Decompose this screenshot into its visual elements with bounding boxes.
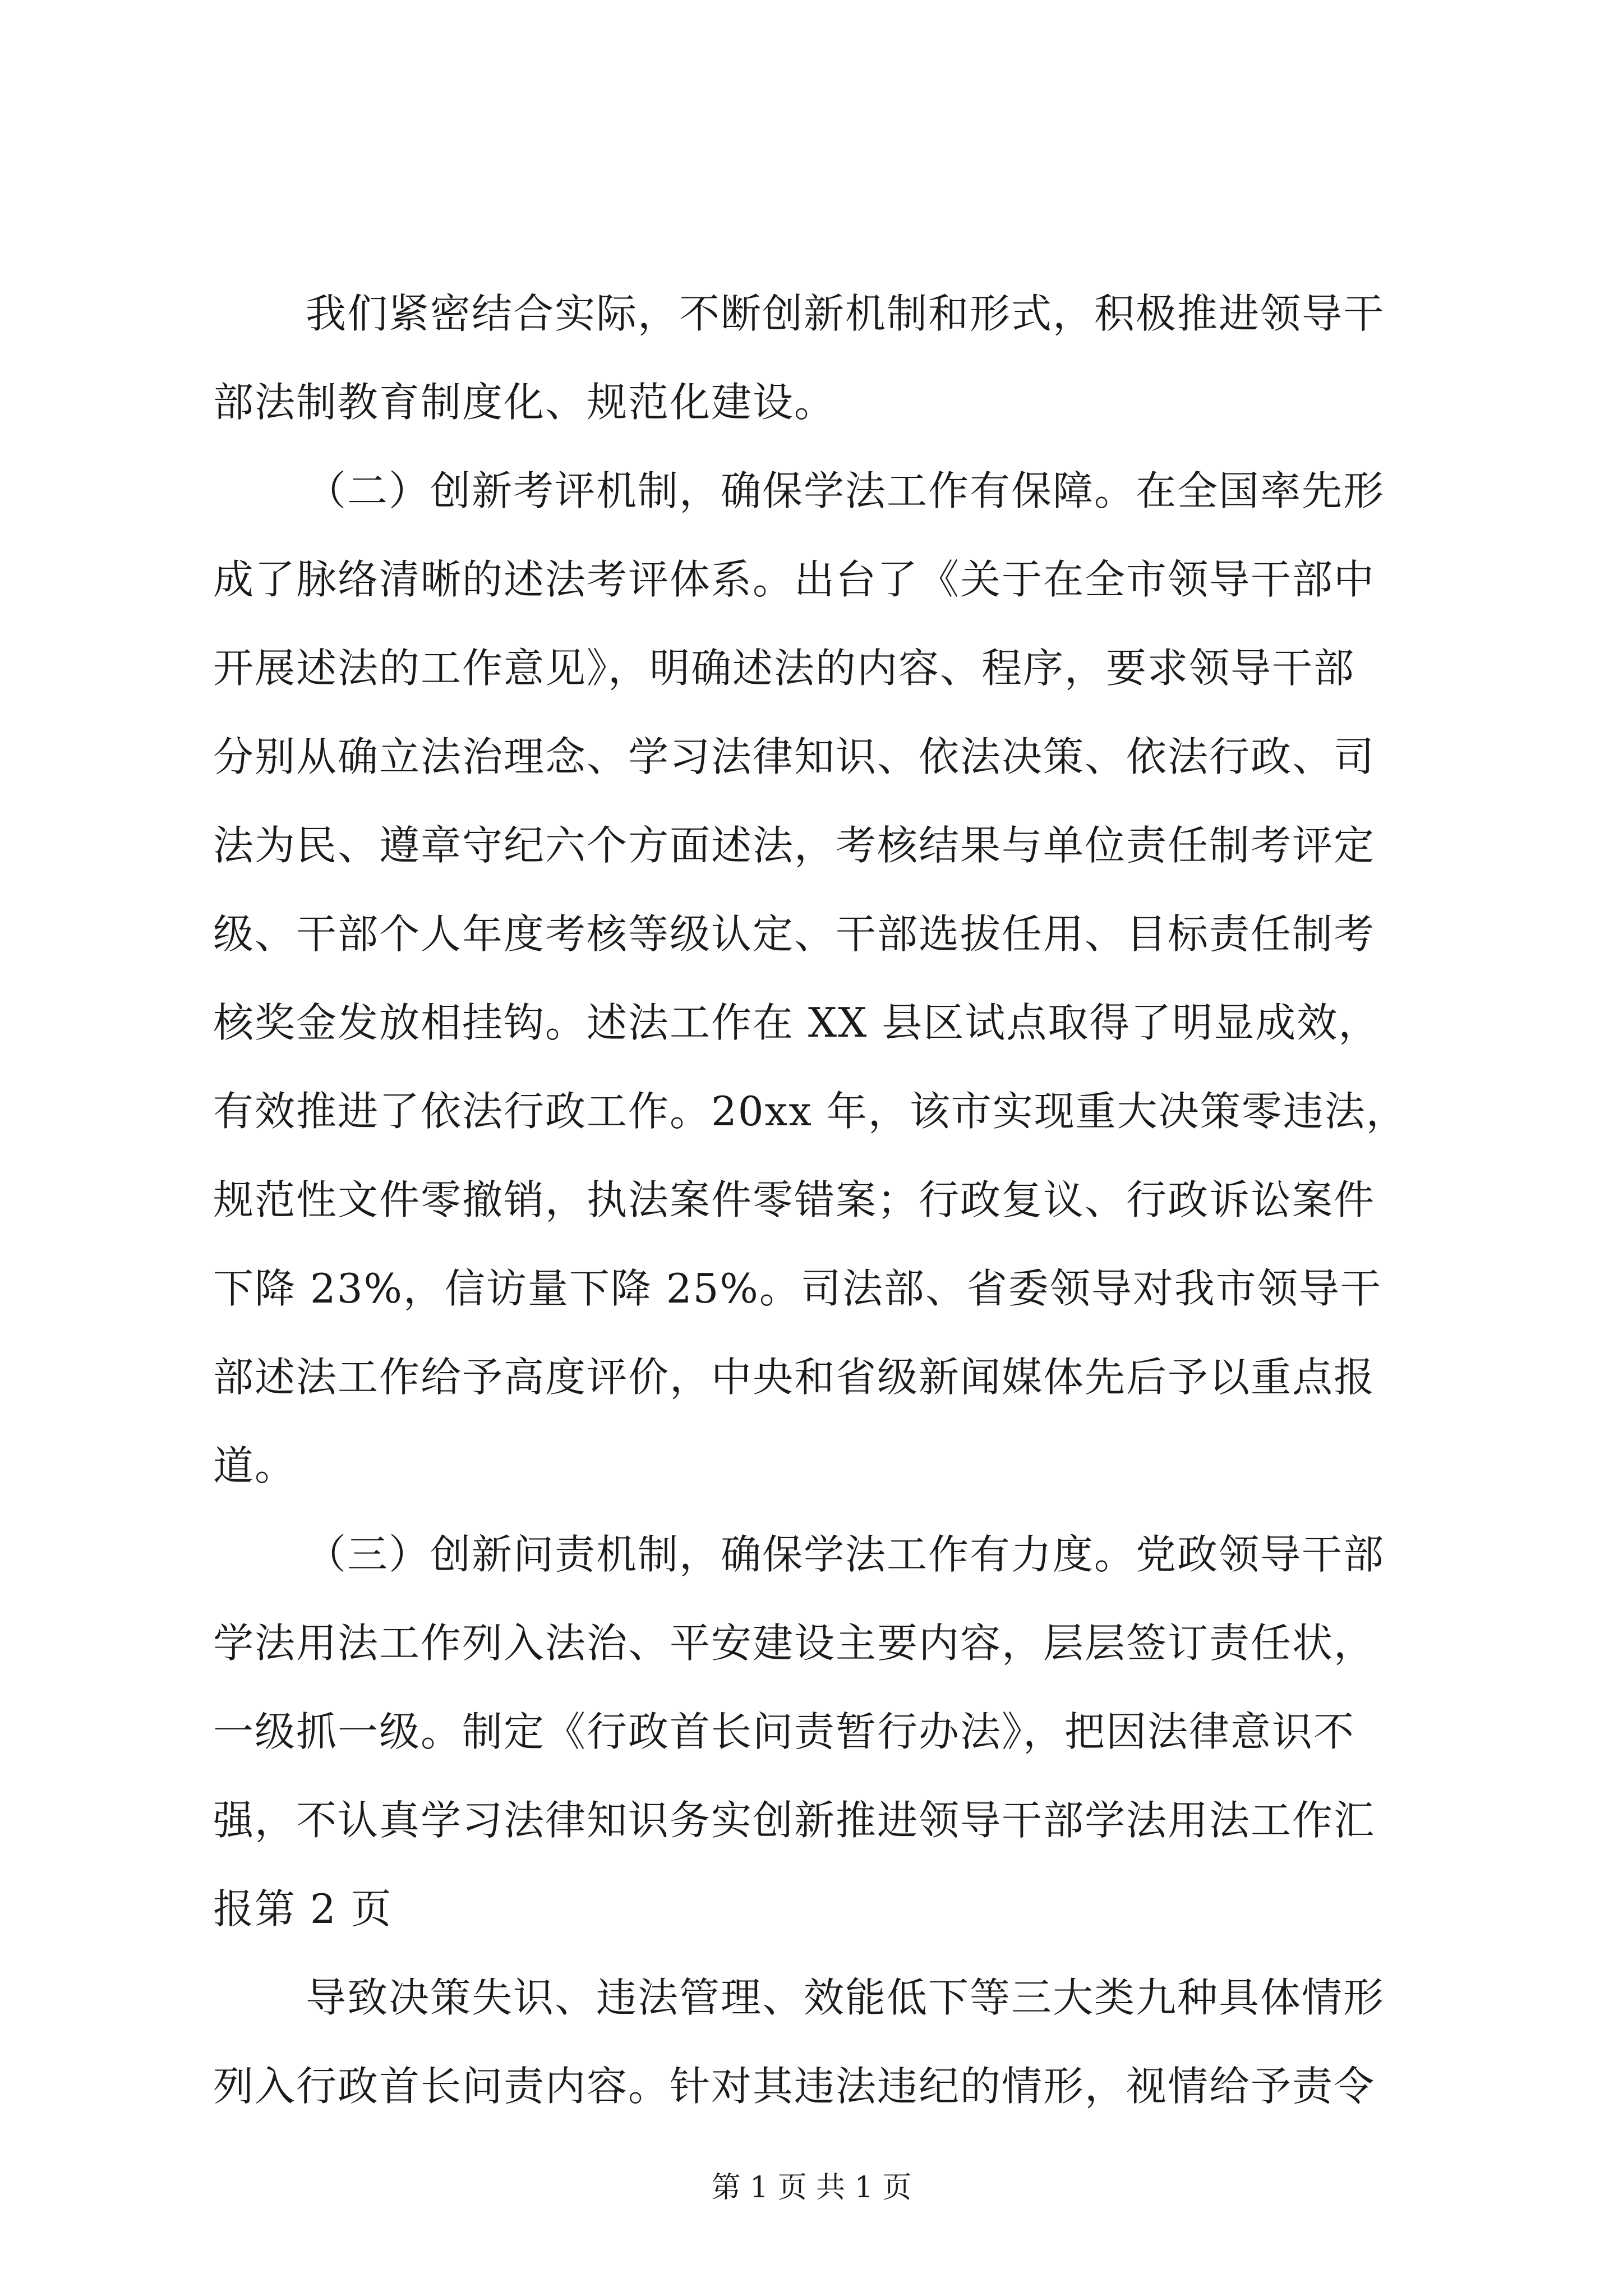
text-line: 报第 2 页: [213, 1885, 393, 1932]
text-line: 有效推进了依法行政工作。20xx 年，该市实现重大决策零违法，: [213, 1088, 1408, 1135]
text-line: 道。: [213, 1442, 297, 1489]
text-line: 列入行政首长问责内容。针对其违法违纪的情形，视情给予责令: [213, 2063, 1376, 2110]
page-number-label: 第 1 页 共 1 页: [711, 2171, 912, 2205]
text-line: 部法制教育制度化、规范化建设。: [213, 379, 836, 426]
text-line: 开展述法的工作意见》，明确述法的内容、程序，要求领导干部: [213, 645, 1355, 692]
text-line: 导致决策失识、违法管理、效能低下等三大类九种具体情形: [306, 1974, 1385, 2021]
text-line: 分别从确立法治理念、学习法律知识、依法决策、依法行政、司: [213, 733, 1376, 780]
text-line: 学法用法工作列入法治、平安建设主要内容，层层签订责任状，: [213, 1619, 1376, 1667]
text-line: （二）创新考评机制，确保学法工作有保障。在全国率先形: [306, 467, 1385, 514]
text-line: 下降 23%，信访量下降 25%。司法部、省委领导对我市领导干: [213, 1265, 1382, 1312]
text-line: 规范性文件零撤销，执法案件零错案；行政复议、行政诉讼案件: [213, 1176, 1376, 1223]
text-line: 级、干部个人年度考核等级认定、干部选拔任用、目标责任制考: [213, 910, 1376, 958]
text-line: 部述法工作给予高度评价，中央和省级新闻媒体先后予以重点报: [213, 1354, 1376, 1401]
text-line: 核奖金发放相挂钩。述法工作在 XX 县区试点取得了明显成效，: [213, 999, 1380, 1046]
body-text: [213, 269, 1413, 2131]
text-line: 强，不认真学习法律知识务实创新推进领导干部学法用法工作汇: [213, 1797, 1376, 1844]
text-line: 法为民、遵章守纪六个方面述法，考核结果与单位责任制考评定: [213, 822, 1376, 869]
text-line: （三）创新问责机制，确保学法工作有力度。党政领导干部: [306, 1531, 1385, 1578]
text-line: 一级抓一级。制定《行政首长问责暂行办法》，把因法律意识不: [213, 1708, 1355, 1755]
text-line: 成了脉络清晰的述法考评体系。出台了《关于在全市领导干部中: [213, 556, 1376, 603]
page-footer: [0, 2165, 1623, 2210]
text-line: 我们紧密结合实际，不断创新机制和形式，积极推进领导干: [306, 290, 1385, 337]
